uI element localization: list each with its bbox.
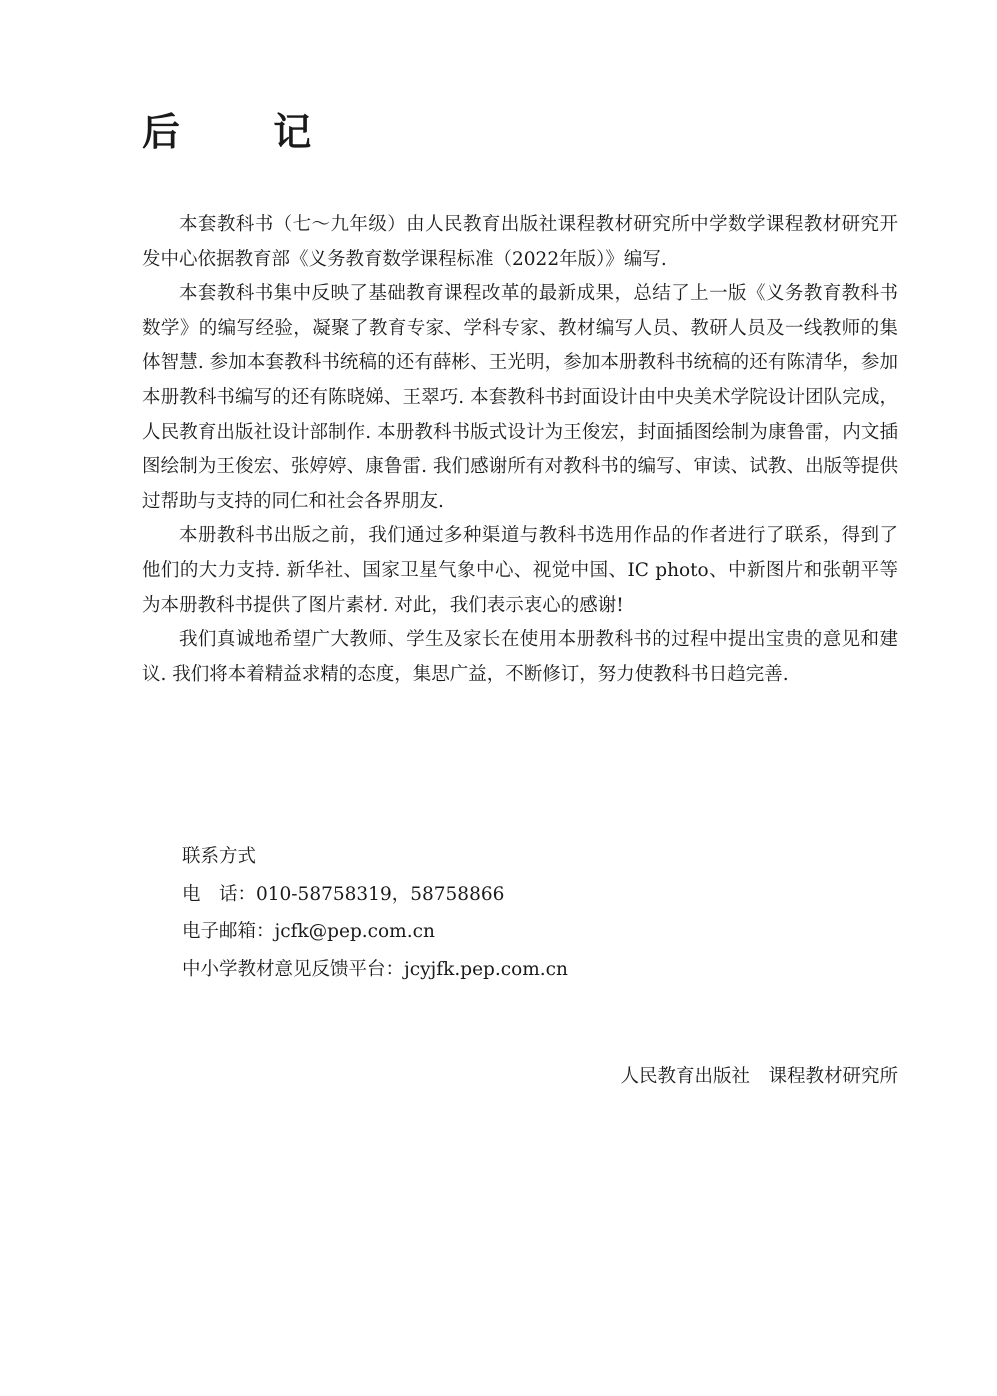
paragraph-compilation: 本套教科书（七～九年级）由人民教育出版社课程教材研究所中学数学课程教材研究开发中心依据教育部《义务教育数学课程标准（2022年版）》编写. — [142, 214, 898, 270]
contact-info — [182, 838, 782, 988]
contact-feedback-platform: 中小学教材意见反馈平台：jcyjfk.pep.com.cn — [182, 958, 568, 980]
body-text — [142, 208, 917, 692]
paragraph-image-credits: 本册教科书出版之前，我们通过多种渠道与教科书选用作品的作者进行了联系，得到了他们的大力支持. 新华社、国家卫星气象中心、视觉中国、IC photo、中新图片和张朝平等为本册教科书提供了图片素材. 对此，我们表示衷心的感谢! — [142, 525, 898, 616]
publisher-signature: 人民教育出版社 课程教材研究所 — [620, 1066, 898, 1087]
contact-email: 电子邮箱：jcfk@pep.com.cn — [182, 921, 435, 942]
paragraph-feedback-request: 我们真诚地希望广大教师、学生及家长在使用本册教科书的过程中提出宝贵的意见和建议. 我们将本着精益求精的态度，集思广益，不断修订，努力使教科书日趋完善. — [142, 629, 898, 685]
contact-heading: 联系方式 — [182, 846, 257, 867]
page-title: 后 记 — [142, 110, 352, 154]
paragraph-acknowledgements: 本套教科书集中反映了基础教育课程改革的最新成果，总结了上一版《义务教育教科书 数学》的编写经验，凝聚了教育专家、学科专家、教材编写人员、教研人员及一线教师的集体智慧. 参加本套教科书统稿的还有薛彬、王光明，参加本册教科书统稿的还有陈清华，参加本册教科书编写的还有陈晓娣、王翠巧. 本套教科书封面设计由中央美术学院设计团队完成，人民教育出版社设计部制作. 本册教科书版式设计为王俊宏，封面插图绘制为康鲁雷，内文插图绘制为王俊宏、张婷婷、康鲁雷. 我们感谢所有对教科书的编写、审读、试教、出版等提供过帮助与支持的同仁和社会各界朋友. — [142, 283, 917, 512]
contact-phone: 电 话：010-58758319，58758866 — [182, 883, 505, 905]
